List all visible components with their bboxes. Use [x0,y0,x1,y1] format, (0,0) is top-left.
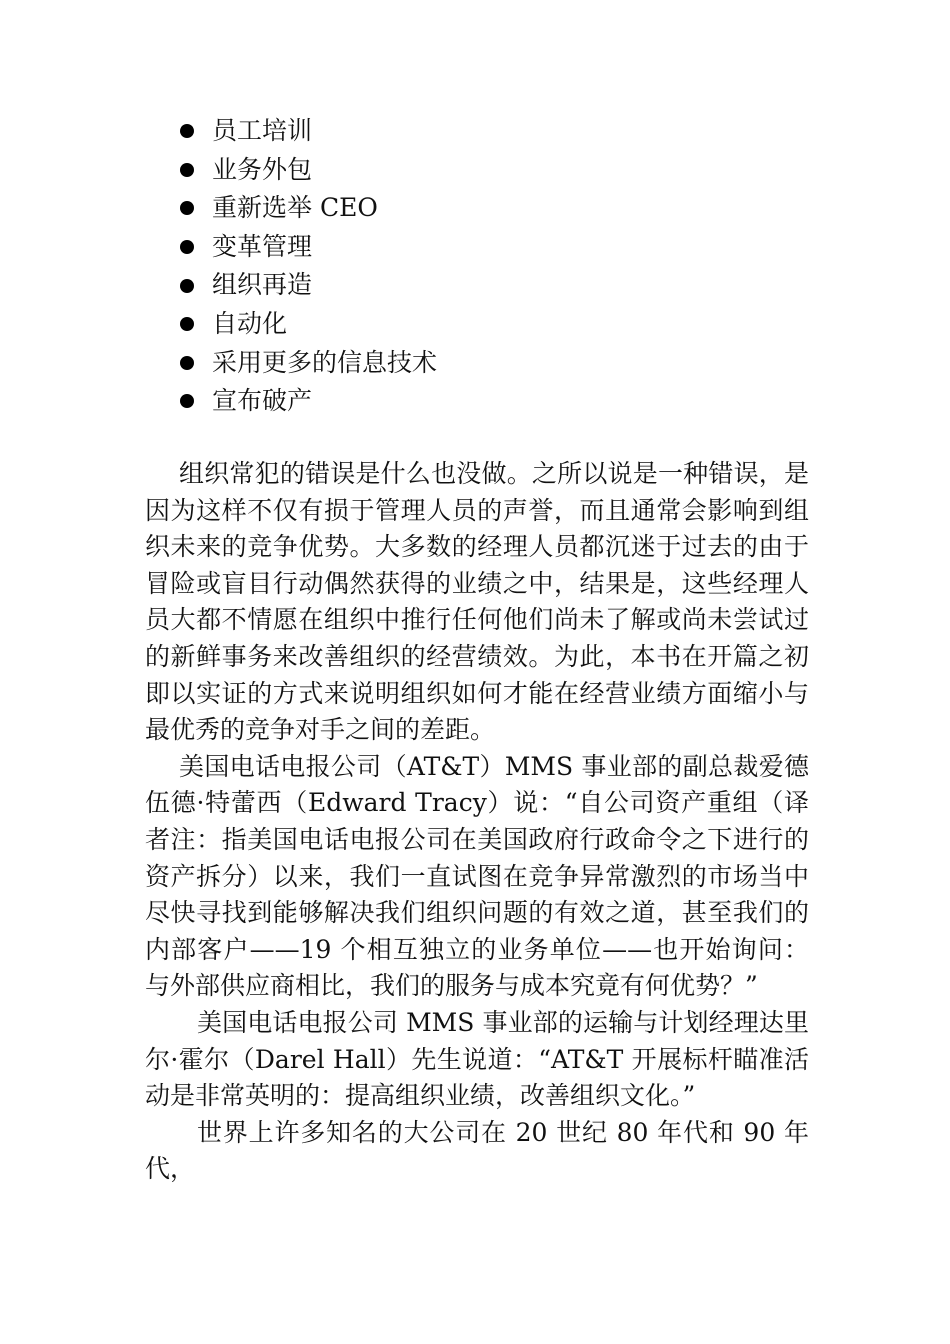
list-item [180,266,437,305]
list-item [180,112,437,151]
bullet-icon [180,394,194,408]
list-item-text: 采用更多的信息技术 [212,347,438,377]
list-item-text: 变革管理 [212,231,313,261]
list-item [180,305,437,344]
list-item [180,151,437,190]
list-item-text: 业务外包 [212,154,313,184]
list-item-text: 宣布破产 [212,386,313,416]
bullet-icon [180,317,194,331]
body-text [145,456,809,1188]
list-item [180,189,437,228]
bullet-icon [180,279,194,293]
list-item [180,382,437,421]
list-item [180,344,437,383]
bullet-list [180,112,437,421]
list-item-text: 自动化 [212,308,288,338]
bullet-icon [180,124,194,138]
paragraph-companies: 世界上许多知名的大公司在 20 世纪 80 年代和 90 年代， [145,1117,809,1184]
list-item-text: 重新选举 CEO [212,193,378,223]
paragraph-common-mistakes: 组织常犯的错误是什么也没做。之所以说是一种错误，是因为这样不仅有损于管理人员的声誉，而且通常会影响到组织未来的竞争优势。大多数的经理人员都沉迷于过去的由于冒险或盲目行动偶然获得的业绩之中，结果是，这些经理人员大都不情愿在组织中推行任何他们尚未了解或尚未尝试过的新鲜事务来改善组织的经营绩效。为此，本书在开篇之初即以实证的方式来说明组织如何才能在经营业绩方面缩小与最优秀的竞争对手之间的差距。 [145,459,809,745]
paragraph-hall-quote: 美国电话电报公司 MMS 事业部的运输与计划经理达里尔·霍尔（Darel Hall）先生说道：“AT&T 开展标杆瞄准活动是非常英明的：提高组织业绩，改善组织文化。” [145,1007,809,1111]
paragraph-att-quote: 美国电话电报公司（AT&T）MMS 事业部的副总裁爱德伍德·特蕾西（Edward Tracy）说：“自公司资产重组（译者注：指美国电话电报公司在美国政府行政命令之下进行的资产拆分）以来，我们一直试图在竞争异常激烈的市场当中尽快寻找到能够解决我们组织问题的有效之道，甚至我们的内部客户——19 个相互独立的业务单位——也开始询问：与外部供应商相比，我们的服务与成本究竟有何优势？” [145,751,809,1001]
bullet-icon [180,240,194,254]
bullet-icon [180,201,194,215]
bullet-icon [180,163,194,177]
bullet-icon [180,356,194,370]
list-item-text: 组织再造 [212,270,313,300]
list-item-text: 员工培训 [212,116,313,145]
list-item [180,228,437,267]
